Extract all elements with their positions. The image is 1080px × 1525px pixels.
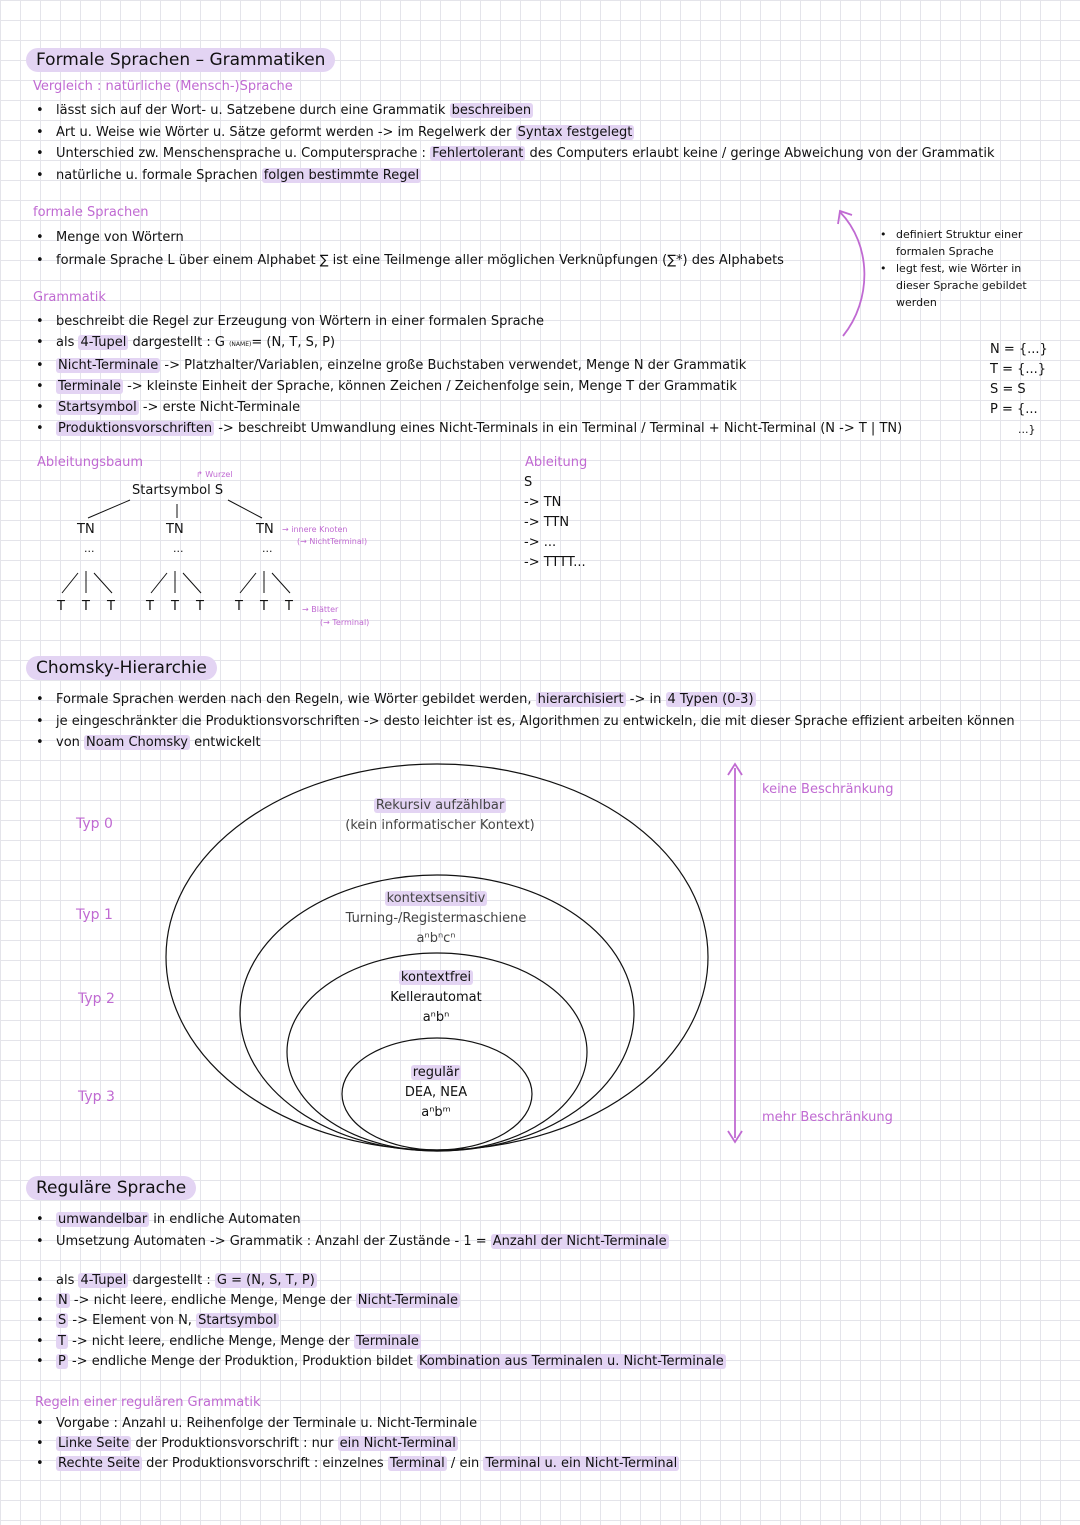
derivation-heading: Ableitung <box>525 455 588 470</box>
tree-leaf: T <box>107 599 115 614</box>
text-segment: der Produktionsvorschrift : einzelnes <box>142 1456 388 1472</box>
derivation-step: -> TN <box>524 495 562 510</box>
tree-leaf: T <box>260 599 268 614</box>
highlighted-text: Rechte Seite <box>58 1456 141 1472</box>
highlighted-text: umwandelbar <box>58 1212 148 1227</box>
set-line: ...} <box>1018 423 1036 436</box>
side-note: • definiert Struktur einer formalen Sprache <box>876 226 1041 260</box>
highlighted-text: Kombination aus Terminalen u. Nicht-Terminale <box>418 1353 724 1369</box>
highlighted-text: Terminal <box>389 1456 445 1472</box>
text-segment: beschreibt die Regel zur Erzeugung von Wörtern in einer formalen Sprache <box>56 314 545 329</box>
text-segment: in endliche Automaten <box>149 1212 301 1227</box>
highlighted-text: S <box>58 1313 67 1329</box>
tree-leaf: T <box>196 599 204 614</box>
text-segment: -> nicht leere, endliche Menge, Menge der <box>67 1333 354 1349</box>
text-segment: Unterschied zw. Menschensprache u. Computersprache : <box>56 146 431 161</box>
tree-dots: ... <box>262 542 273 555</box>
inner-node-note-sub: (→ NichtTerminal) <box>297 537 368 546</box>
text-segment: -> in <box>625 692 666 707</box>
derivation-tree-heading: Ableitungsbaum <box>37 455 144 470</box>
highlighted-text: Syntax festgelegt <box>517 124 633 140</box>
text-segment: Menge von Wörtern <box>56 230 184 245</box>
tree-root: Startsymbol S <box>132 483 224 498</box>
compare-heading: Vergleich : natürliche (Mensch-)Sprache <box>33 79 293 94</box>
text-segment: Formale Sprachen werden nach den Regeln, wie Wörter gebildet werden, <box>56 692 536 707</box>
derivation-step: -> TTN <box>524 515 570 530</box>
text-segment: von <box>56 735 85 750</box>
subscript-name: (NAME) <box>229 341 252 348</box>
text-segment: je eingeschränkter die Produktionsvorschriften -> desto leichter ist es, Algorithmen zu entwickeln, die mit dieser Sprache effizient arbeiten können <box>56 713 1015 729</box>
tree-leaf: T <box>285 599 293 614</box>
text-segment: -> Element von N, <box>68 1313 197 1329</box>
highlighted-text: 4-Tupel <box>80 335 127 350</box>
derivation-step: -> TTTT... <box>524 555 586 570</box>
text-segment: = (N, T, S, P) <box>251 335 336 350</box>
inner-node-note: → innere Knoten <box>282 525 348 534</box>
text-segment: dargestellt : <box>128 1273 215 1288</box>
text-segment: Art u. Weise wie Wörter u. Sätze geformt werden -> im Regelwerk der <box>56 124 516 140</box>
root-note: ↱ Wurzel <box>196 470 233 479</box>
text-segment: der Produktionsvorschrift : nur <box>131 1436 338 1452</box>
type-0-label: Typ 0 <box>76 816 113 832</box>
tree-leaf: T <box>146 599 154 614</box>
highlighted-text: Nicht-Terminale <box>357 1293 459 1309</box>
rules-heading: Regeln einer regulären Grammatik <box>35 1395 261 1410</box>
set-line: P = {... <box>990 402 1038 417</box>
tree-node: TN <box>77 522 95 537</box>
tree-dots: ... <box>173 542 184 555</box>
leaf-note-sub: (→ Terminal) <box>320 618 370 627</box>
highlighted-text: beschreiben <box>451 103 532 118</box>
text-segment: formale Sprache L über einem Alphabet ∑ ist eine Teilmenge aller möglichen Verknüpfungen (∑*) des Alphabets <box>56 253 784 268</box>
section-title-formale-sprachen: Formale Sprachen – Grammatiken <box>26 48 335 72</box>
highlighted-text: N <box>58 1293 68 1309</box>
highlighted-text: Anzahl der Nicht-Terminale <box>492 1233 667 1249</box>
tree-leaf: T <box>82 599 90 614</box>
tree-leaf: T <box>57 599 65 614</box>
type-1-label: Typ 1 <box>76 907 113 923</box>
highlighted-text: G = (N, S, T, P) <box>216 1273 315 1288</box>
highlighted-text: Terminale <box>58 379 121 394</box>
text-segment: Vorgabe : Anzahl u. Reihenfolge der Terminale u. Nicht-Terminale <box>56 1416 478 1431</box>
type-3-label: Typ 3 <box>78 1089 115 1105</box>
highlighted-text: Startsymbol <box>198 1313 277 1329</box>
text-segment: -> beschreibt Umwandlung eines Nicht-Terminals in ein Terminal / Terminal + Nicht-Terminal (N -> T | TN) <box>214 421 903 436</box>
text-segment: Umsetzung Automaten -> Grammatik : Anzahl der Zustände - 1 = <box>56 1233 491 1249</box>
highlighted-text: Nicht-Terminale <box>58 358 159 373</box>
level-3-name: regulär <box>412 1065 460 1080</box>
text-segment: entwickelt <box>189 735 261 750</box>
side-note: • legt fest, wie Wörter in dieser Sprache gebildet werden <box>876 260 1041 311</box>
highlighted-text: Terminal u. ein Nicht-Terminal <box>485 1456 678 1472</box>
text-segment: lässt sich auf der Wort- u. Satzebene durch eine Grammatik <box>56 103 450 118</box>
highlighted-text: folgen bestimmte Regel <box>263 167 420 183</box>
set-line: S = S <box>990 382 1026 397</box>
formal-languages-heading: formale Sprachen <box>33 205 149 220</box>
highlighted-text: ein Nicht-Terminal <box>339 1436 456 1452</box>
derivation-step: S <box>524 475 533 490</box>
highlighted-text: Startsymbol <box>58 400 137 415</box>
text-segment: des Computers erlaubt keine / geringe Abweichung von der Grammatik <box>525 146 995 161</box>
no-restriction-label: keine Beschränkung <box>762 782 894 797</box>
highlighted-text: T <box>58 1333 66 1349</box>
level-0-name: Rekursiv aufzählbar <box>375 798 505 813</box>
highlighted-text: Terminale <box>355 1333 419 1349</box>
text-segment: -> kleinste Einheit der Sprache, können Zeichen / Zeichenfolge sein, Menge T der Grammatik <box>122 379 737 394</box>
set-line: T = {...} <box>990 362 1047 377</box>
text-segment: natürliche u. formale Sprachen <box>56 167 262 183</box>
highlighted-text: Linke Seite <box>58 1436 130 1452</box>
highlighted-text: P <box>58 1353 66 1369</box>
highlighted-text: Produktionsvorschriften <box>58 421 213 436</box>
level-1-example: aⁿbⁿcⁿ <box>416 931 456 946</box>
text-segment: -> endliche Menge der Produktion, Produktion bildet <box>67 1353 417 1369</box>
highlighted-text: Fehlertolerant <box>432 146 524 161</box>
text-segment: -> Platzhalter/Variablen, einzelne große Buchstaben verwendet, Menge N der Grammatik <box>160 358 747 373</box>
text-segment: als <box>56 1273 79 1288</box>
level-3-example: aⁿbᵐ <box>421 1105 451 1120</box>
chomsky-ellipses <box>166 764 708 1151</box>
more-restriction-label: mehr Beschränkung <box>762 1110 893 1125</box>
text-segment: dargestellt : G <box>128 335 230 350</box>
level-1-name: kontextsensitiv <box>386 891 486 906</box>
grammar-heading: Grammatik <box>33 290 106 305</box>
level-3-desc: DEA, NEA <box>404 1085 468 1100</box>
text-segment: / ein <box>446 1456 484 1472</box>
highlighted-text: 4-Tupel <box>80 1273 127 1288</box>
tree-node: TN <box>256 522 274 537</box>
section-title-regular: Reguläre Sprache <box>26 1176 196 1200</box>
text-segment: -> nicht leere, endliche Menge, Menge der <box>69 1293 356 1309</box>
leaf-note: → Blätter <box>302 605 339 614</box>
definition-bracket-arrow <box>840 212 864 336</box>
level-2-name: kontextfrei <box>400 970 472 985</box>
section-title-chomsky: Chomsky-Hierarchie <box>26 656 217 680</box>
level-2-desc: Kellerautomat <box>390 990 482 1005</box>
derivation-tree-lines <box>62 500 290 593</box>
highlighted-text: 4 Typen (0-3) <box>667 692 754 707</box>
level-0-desc: (kein informatischer Kontext) <box>345 818 535 833</box>
text-segment: -> erste Nicht-Terminale <box>138 400 301 415</box>
tree-leaf: T <box>235 599 243 614</box>
ellipse-type-3 <box>342 1038 532 1150</box>
derivation-step: -> ... <box>524 535 557 550</box>
tree-leaf: T <box>171 599 179 614</box>
level-2-example: aⁿbⁿ <box>422 1010 450 1025</box>
level-1-desc: Turning-/Registermaschiene <box>345 911 527 926</box>
set-line: N = {...} <box>990 342 1048 357</box>
ellipse-type-2 <box>287 953 587 1151</box>
type-2-label: Typ 2 <box>78 991 115 1007</box>
tree-node: TN <box>166 522 184 537</box>
tree-dots: ... <box>84 542 95 555</box>
highlighted-text: hierarchisiert <box>537 692 624 707</box>
text-segment: als <box>56 335 79 350</box>
highlighted-text: Noam Chomsky <box>86 735 188 750</box>
ellipse-type-0 <box>166 764 708 1150</box>
